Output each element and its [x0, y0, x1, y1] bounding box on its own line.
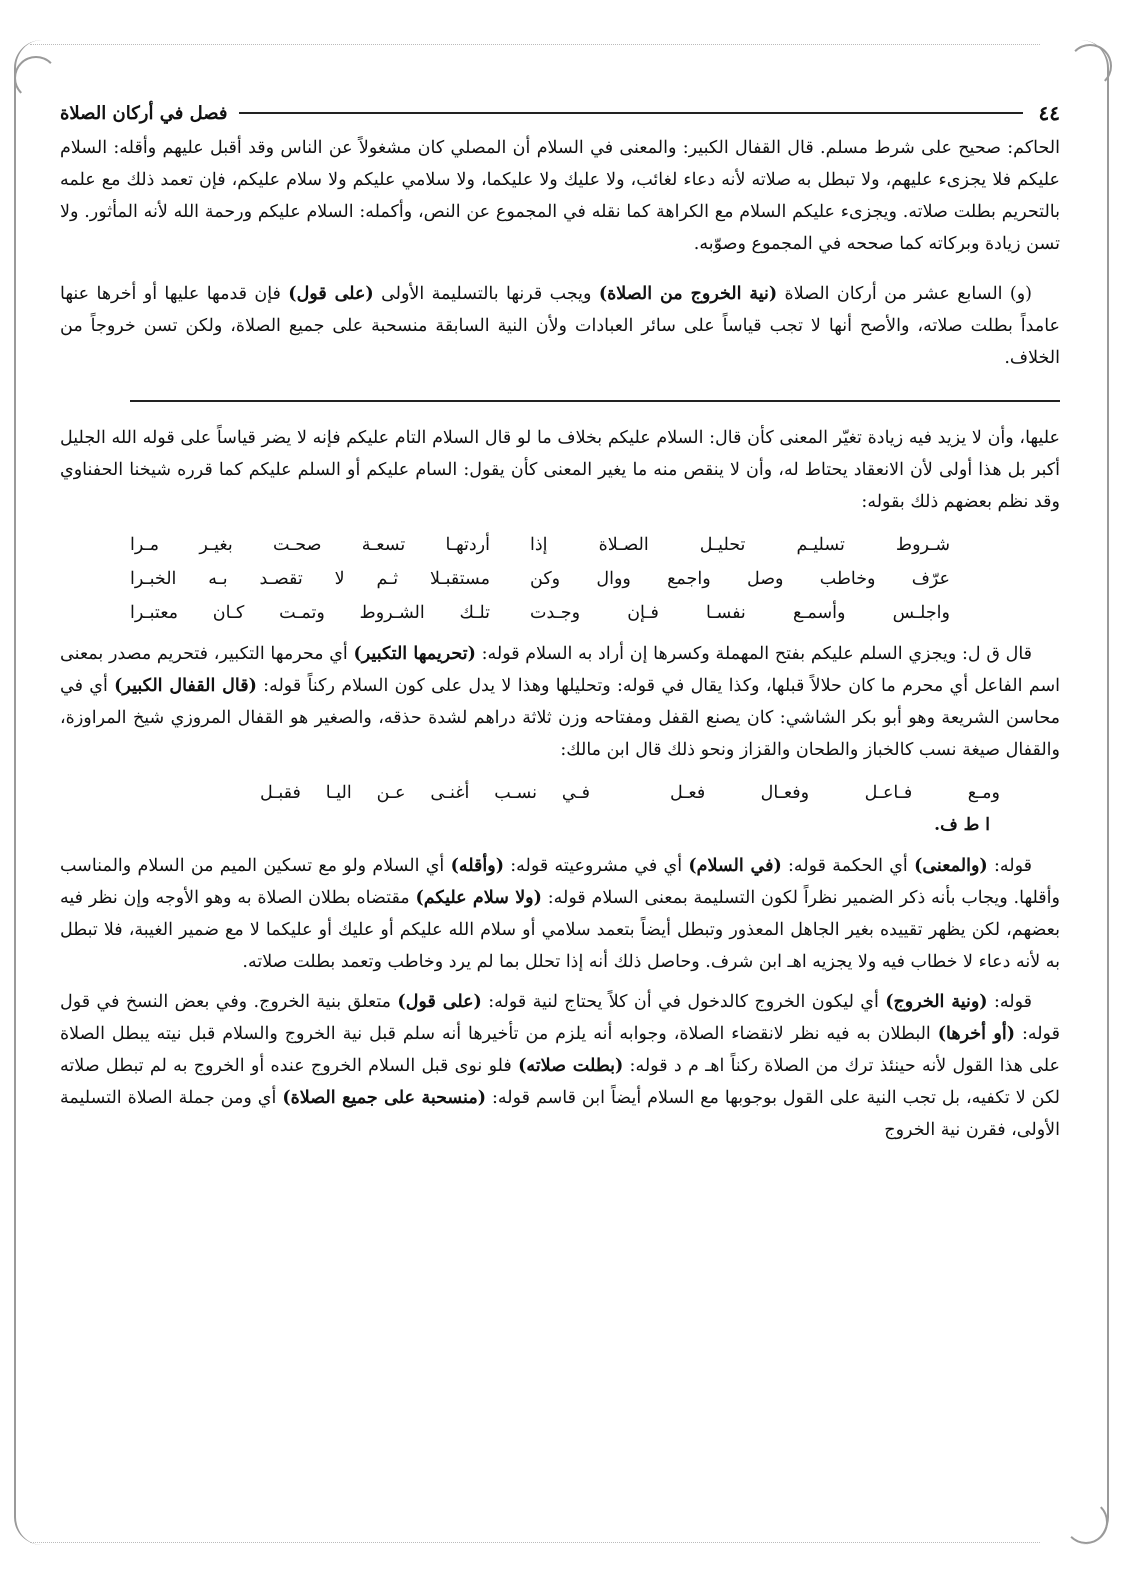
text-run: أي ومن جملة الصلاة التسليمة الأولى، فقرن نية الخروج — [60, 1088, 1060, 1140]
chapter-title: فصل في أركان الصلاة — [60, 102, 228, 124]
poem-hemistich: تلـك الشـروط وتمـت كـان معتبـرا — [130, 603, 490, 623]
text-run: أي محرمها التكبير، فتحريم مصدر بمعنى اسم الفاعل أي محرم ما كان حلالاً قبلها، وكذا يقال في قوله: وتحليلها وهذا لا يدل على كون السلام ركناً قوله: — [60, 644, 1060, 696]
commentary-paragraph — [60, 850, 1060, 978]
corner-curl-ornament — [14, 56, 58, 100]
bold-quote: (ونية الخروج) — [885, 992, 988, 1012]
bold-quote: (أو أخرها) — [937, 1024, 1015, 1044]
bold-quote: (على قول) — [397, 992, 482, 1012]
text-run: قوله: — [987, 992, 1032, 1012]
bold-quote: (قال القفال الكبير) — [114, 676, 257, 696]
text-run: متعلق بنية الخروج. وفي بعض النسخ في قول قوله: — [60, 992, 1060, 1044]
bold-quote: (والمعنى) — [914, 856, 988, 876]
poem-line — [60, 528, 1060, 562]
text-run: الحاكم: صحيح على شرط مسلم. قال القفال الكبير: والمعنى في السلام أن المصلي كان مشغولاً عن الناس وقد أقبل عليهم وأقله: السلام عليكم فلا يجزىء عليهم، ولا تبطل به صلاته لأنه دعاء لغائب، ولا عليك ولا عليكما، ولا سلامي عليكم ولا سلام عليكم، فإن تعمد ذلك مع علمه بالتحريم بطلت صلاته. ويجزىء عليكم السلام مع الكراهة كما نقله في المجموع عن النص، وأكمله: السلام عليكم ورحمة الله لأنه المأثور. ولا تسن زيادة وبركاته كما صححه في المجموع وصوّبه. — [60, 138, 1060, 254]
verse-hemistich: فـي نسـب أغنـى عـن اليـا فقبـل — [260, 783, 590, 803]
footnote-divider — [130, 400, 1060, 402]
text-run: فإن قدمها عليها أو أخرها عنها عامداً بطلت صلاته، والأصح أنها لا تجب قياساً على سائر العبادات ولأن النية السابقة منسحبة على جميع الصلاة، ولكن تسن خروجاً من الخلاف. — [60, 284, 1060, 368]
text-run: قال ق ل: ويجزي السلم عليكم بفتح المهملة وكسرها إن أراد به السلام قوله: — [475, 644, 1033, 664]
text-run: أي السلام ولو مع تسكين الميم من السلام والمناسب وأقلها. ويجاب بأنه ذكر الضمير نظراً لكون التسليمة بمعنى السلام قوله: — [60, 856, 1060, 908]
bold-quote: (على قول) — [288, 284, 374, 304]
bold-quote: (منسحبة على جميع الصلاة) — [282, 1088, 486, 1108]
commentary-paragraph — [60, 422, 1060, 518]
corner-curl-ornament — [1068, 44, 1112, 88]
poem-hemistich: واجلـس وأسمـع نفسـا فـإن وجـدت — [530, 603, 950, 623]
text-run: فلو نوى قبل السلام الخروج عنده أو الخروج به لم تبطل صلاته لكن لا تكفيه، بل تجب النية على القول بوجوبها مع السلام أيضاً ابن قاسم قوله: — [60, 1056, 1060, 1108]
bold-quote: (ولا سلام عليكم) — [415, 888, 542, 908]
citation-abbreviation: ا ط ف. — [934, 815, 990, 835]
text-run: ويجب قرنها بالتسليمة الأولى — [373, 284, 599, 304]
text-run: مقتضاه بطلان الصلاة به وهو الأوجه وإن نظر فيه بعضهم، لكن يظهر تقييده بغير الجاهل المعذور وتبطل أيضاً بتعمد سلامي أو سلام الله عليكم أو عليك أو عليكما لا مع ضمير الغيبة، فلا تبطل به لأنه دعاء لا خطاب فيه ولا يجزيه اهـ ابن شرف. وحاصل ذلك أنه إذا تحلل بما لم يرد وخاطب وتعمد بطلت صلاته. — [60, 888, 1060, 972]
commentary-paragraph — [60, 638, 1060, 766]
poem-hemistich: عرّف وخاطب وصل واجمع ووال وكن — [530, 569, 950, 589]
text-run: أي الحكمة قوله: — [781, 856, 915, 876]
poem-hemistich: شـروط تسليـم تحليـل الصـلاة إذا — [530, 535, 950, 555]
text-run: قوله: — [987, 856, 1032, 876]
top-ornament — [30, 44, 1040, 67]
poem-hemistich: مستقبـلا ثـم لا تقصـد بـه الخبـرا — [130, 569, 490, 589]
main-paragraph — [60, 132, 1060, 260]
poem-line — [60, 596, 1060, 630]
page-number: ٤٤ — [1038, 101, 1060, 125]
verse-line — [60, 776, 1060, 810]
text-run: أي في مشروعيته قوله: — [503, 856, 689, 876]
running-header — [60, 100, 1060, 126]
text-run: عليها، وأن لا يزيد فيه زيادة تغيّر المعنى كأن قال: السلام عليكم بخلاف ما لو قال السلام التام عليكم فإنه لا يضر قياساً على قوله الله الجليل أكبر بل هذا أولى لأن الانعقاد يحتاط له، وأن لا ينقص منه ما يغير المعنى كأن يقول: السام عليكم أو السلم عليكم كما قرره شيخنا الحفناوي وقد نظم بعضهم ذلك بقوله: — [60, 428, 1060, 512]
bold-quote: (بطلت صلاته) — [518, 1056, 624, 1076]
commentary-paragraph — [60, 986, 1060, 1146]
bold-quote: (في السلام) — [688, 856, 782, 876]
corner-curl-ornament — [1064, 1500, 1108, 1544]
bottom-ornament — [30, 1528, 1040, 1543]
poem — [60, 528, 1060, 630]
page-content — [60, 100, 1060, 1146]
header-rule — [239, 112, 1022, 114]
bold-quote: (تحريمها التكبير) — [353, 644, 476, 664]
main-paragraph — [60, 278, 1060, 374]
verse-hemistich: ومـع فـاعـل وفعـال فعـل — [670, 783, 1000, 803]
poem-line — [60, 562, 1060, 596]
text-run: أي ليكون الخروج كالدخول في أن كلاً يحتاج لنية قوله: — [481, 992, 886, 1012]
bold-quote: (نية الخروج من الصلاة) — [598, 284, 778, 304]
text-run: أي في محاسن الشريعة وهو أبو بكر الشاشي: كان يصنع القفل ومفتاحه وزن ثلاثة دراهم لشدة حذقه، والصغير هو القفال المروزي شيخ المراوزة، والقفال صيغة نسب كالخباز والطحان والقزاز ونحو ذلك قال ابن مالك: — [60, 676, 1060, 760]
poem-hemistich: أردتهـا تسعـة صحـت بغيـر مـرا — [130, 535, 490, 555]
text-run: البطلان به فيه نظر لانقضاء الصلاة، وجوابه أنه يلزم من تأخيرها أنه سلم قبل نية الخروج والسلام قبل نيته يبطل الصلاة على هذا القول لأنه حينئذ ترك من الصلاة ركناً اهـ م د قوله: — [60, 1024, 1060, 1076]
text-run: (و) السابع عشر من أركان الصلاة — [777, 284, 1032, 304]
bold-quote: (وأقله) — [450, 856, 504, 876]
